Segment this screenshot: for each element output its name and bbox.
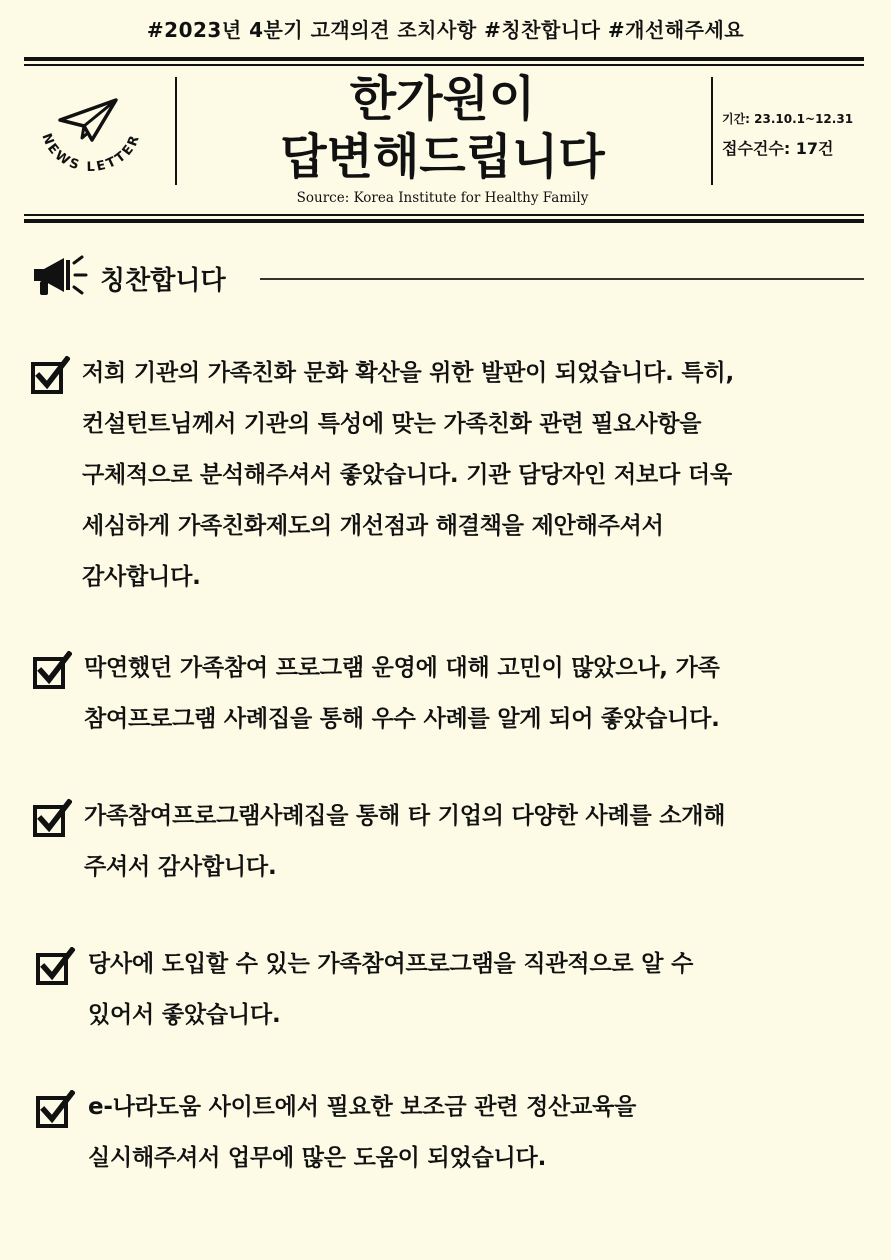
top-double-rule-thin — [24, 64, 864, 66]
checkbox-icon — [35, 947, 75, 985]
page-title-line2: 답변해드립니다 — [280, 129, 605, 185]
header-hashtags: #2023년 4분기 고객의견 조치사항 #칭찬합니다 #개선해주세요 — [146, 18, 745, 42]
header-divider-right — [711, 77, 713, 185]
item-text: 가족참여프로그램사례집을 통해 타 기업의 다양한 사례를 소개해 주셔서 감사합니다. — [84, 803, 726, 880]
checkbox-icon — [35, 1090, 75, 1128]
header-divider-left — [175, 77, 177, 185]
bottom-double-rule-thin — [24, 214, 864, 216]
checkbox-icon — [32, 651, 72, 689]
logo-text: NEWS LETTER — [38, 131, 144, 175]
section-title-rule — [260, 278, 864, 280]
count-label: 접수건수: 17건 — [722, 139, 834, 158]
megaphone-icon — [30, 255, 92, 299]
checkbox-icon — [32, 799, 72, 837]
source-caption: Source: Korea Institute for Healthy Family — [296, 190, 589, 206]
item-text: 당사에 도입할 수 있는 가족참여프로그램을 직관적으로 알 수 있어서 좋았습니다. — [88, 951, 694, 1028]
item-text: 막연했던 가족참여 프로그램 운영에 대해 고민이 많았으나, 가족 참여프로그램 사례집을 통해 우수 사례를 알게 되어 좋았습니다. — [84, 655, 720, 732]
bottom-double-rule-thick — [24, 219, 864, 223]
paper-plane-icon — [60, 100, 116, 140]
item-text: 저희 기관의 가족친화 문화 확산을 위한 발판이 되었습니다. 특히, 컨설턴트님께서 기관의 특성에 맞는 가족친화 관련 필요사항을 구체적으로 분석해주셔서 좋았습니다. 기관 담당자인 저보다 더욱 세심하게 가족친화제도의 개선점과 해결책을 제안해주셔서 감사합니다. — [82, 360, 735, 590]
newsletter-logo — [36, 88, 148, 188]
page-title-line1: 한가원이 — [349, 71, 536, 127]
item-text: e-나라도움 사이트에서 필요한 보조금 관련 정산교육을 실시해주셔서 업무에 많은 도움이 되었습니다. — [88, 1094, 637, 1171]
checkbox-icon — [30, 356, 70, 394]
section-title: 칭찬합니다 — [100, 266, 226, 296]
top-double-rule-thick — [24, 57, 864, 61]
period-label: 기간: 23.10.1~12.31 — [722, 112, 854, 126]
